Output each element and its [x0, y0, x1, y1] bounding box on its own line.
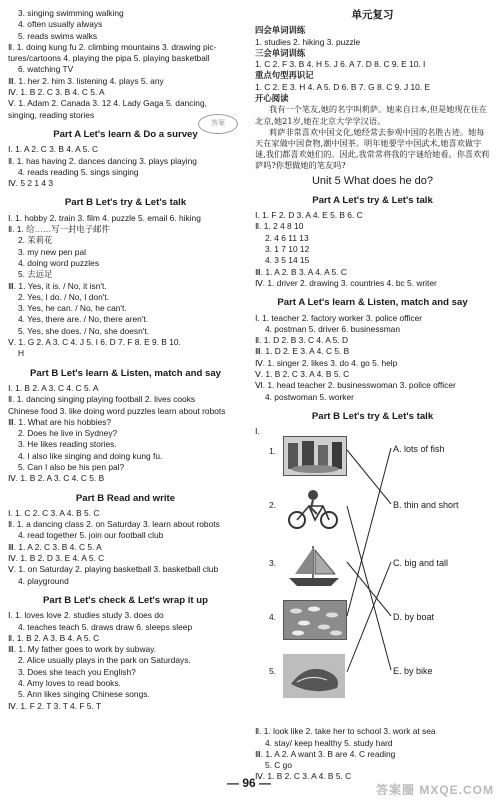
- answer-line: Ⅲ. 1. A 2. C 3. B 4. C 5. A: [8, 541, 102, 552]
- answer-line: 1. studies 2. hiking 3. puzzle: [255, 36, 361, 47]
- answer-line: 2. Does he live in Sydney?: [18, 428, 118, 439]
- answer-line: 3. Does she teach you English?: [18, 666, 136, 677]
- answer-line: Ⅰ. 1. hobby 2. train 3. film 4. puzzle 5. email 6. hiking: [8, 212, 201, 223]
- match-option: D. by boat: [393, 612, 435, 623]
- stamp-mark: 答案: [198, 114, 238, 134]
- section-title: Part A Let's learn & Do a survey: [53, 128, 198, 140]
- answer-line: 4. postman 5. driver 6. businessman: [265, 323, 400, 334]
- answer-line: Ⅲ. 1. her 2. him 3. listening 4. plays 5. any: [8, 75, 164, 86]
- section-body: [8, 213, 243, 360]
- section-body: [8, 508, 243, 587]
- answer-line: Ⅰ. 1. A 2. C 3. B 4. A 5. C: [8, 144, 98, 155]
- section-title: Part B Read and write: [75, 492, 176, 504]
- match-option: B. thin and short: [393, 500, 459, 511]
- section-body: [8, 610, 243, 712]
- section-body: [8, 144, 243, 189]
- answer-line: 3. singing swimming walking: [18, 8, 124, 18]
- answer-line: Ⅰ. 1. loves love 2. studies study 3. does do: [8, 610, 164, 621]
- answer-line: 4. Amy loves to read books.: [18, 678, 121, 689]
- answer-line: 4. often usually always: [18, 19, 103, 30]
- answer-line: Ⅴ. 1. B 2. C 3. A 4. B 5. C: [255, 369, 350, 380]
- answer-line: Ⅴ. 1. on Saturday 2. playing basketball 3. basketball club: [8, 564, 219, 575]
- answer-line: Ⅱ. 1. a dancing class 2. on Saturday 3. learn about robots: [8, 519, 220, 530]
- reading-paragraph: 莉萨非常喜欢中国文化,她经常去参观中国的名胜古迹。她每天在家做中国食物,潮中国茶。明年她要学中国武术,她喜欢做字谜,我们都喜欢她们的。因此,我常常将我的字谜给她看。你喜欢莉萨吗?你想做她的笔友吗?: [255, 126, 490, 171]
- answer-line: Ⅰ. 1. F 2. D 3. A 4. E 5. B 6. C: [255, 210, 363, 221]
- answer-line: 5. reads swims walks: [18, 30, 98, 41]
- section-title: Part B Let's try & Let's talk: [311, 410, 434, 422]
- answer-line: 2. 4 6 11 13: [265, 232, 309, 243]
- answer-line: 3. 1 7 10 12: [265, 244, 310, 255]
- answer-line: H: [18, 348, 25, 359]
- answer-line: 2. Alice usually plays in the park on Saturdays.: [18, 655, 191, 666]
- answer-line: 4. playground: [18, 575, 69, 586]
- reading-paragraph: 我有一个笔友,她的名字叫莉萨。她来自日本,但是她现在住在北京,她21岁,她在北京大学学汉语。: [255, 104, 488, 126]
- answer-line: 3. my new pen pal: [18, 246, 86, 257]
- answer-line: Ⅱ. 1. doing kung fu 2. climbing mountains 3. drawing pic-: [8, 41, 217, 52]
- answer-line: Ⅰ. 1. B 2. A 3. C 4. C 5. A: [8, 382, 99, 393]
- answer-line: 4. Yes, there are. / No, there aren't.: [18, 314, 149, 325]
- match-option: E. by bike: [393, 666, 433, 677]
- match-line: [347, 562, 391, 672]
- answer-line: 2. 茉莉花: [18, 235, 53, 246]
- section-title: Part B Let's learn & Listen, match and say: [29, 367, 222, 379]
- answer-line: Ⅴ. 1. Adam 2. Canada 3. 12 4. Lady Gaga 5. dancing,: [8, 98, 207, 109]
- answer-line: Ⅲ. 1. Yes, it is. / No, it isn't.: [8, 280, 107, 291]
- item-number: 1.: [269, 446, 276, 457]
- answer-line: Ⅳ. 1. B 2. C 3. A 4. B 5. C: [255, 771, 352, 782]
- answer-line: 5. 去远足: [18, 269, 53, 280]
- item-number: 2.: [269, 500, 276, 511]
- answer-line: Ⅳ. 1. B 2. D 3. E 4. A 5. C: [8, 553, 105, 564]
- answer-line: 4. doing word puzzles: [18, 257, 100, 268]
- answer-line: 5. Can I also be his pen pal?: [18, 461, 125, 472]
- answer-line: Ⅳ. 1. singer 2. likes 3. do 4. go 5. help: [255, 357, 398, 368]
- answer-line: Ⅲ. 1. My father goes to work by subway.: [8, 644, 157, 655]
- answer-line: Ⅱ. 1. 2 4 8 10: [255, 221, 304, 232]
- matching-lines: [255, 426, 490, 726]
- section-title: Part A Let's try & Let's talk: [312, 194, 433, 206]
- page-number: — 96 —: [226, 776, 271, 790]
- section-title: Part B Let's check & Let's wrap it up: [42, 594, 209, 606]
- answer-line: 5. C go: [265, 760, 293, 771]
- answer-line: Ⅵ. 1. head teacher 2. businesswoman 3. police officer: [255, 380, 456, 391]
- match-line: [347, 450, 391, 504]
- answer-line: 3. He likes reading stories.: [18, 439, 117, 450]
- answer-line: 4. I also like singing and doing kung fu.: [18, 450, 163, 461]
- match-option: A. lots of fish: [393, 444, 445, 455]
- watermark: 答案圈 MXQE.COM: [375, 783, 494, 797]
- answer-line: tures/cartoons 4. playing the pipa 5. playing basketball: [8, 53, 210, 64]
- answer-line: Ⅳ. 1. B 2. A 3. C 4. C 5. B: [8, 473, 105, 484]
- exercise-label: Ⅰ.: [255, 426, 260, 437]
- answer-line: Ⅲ. 1. What are his hobbies?: [8, 416, 112, 427]
- section-body: [8, 383, 243, 485]
- answer-line: Ⅱ. 1. look like 2. take her to school 3. work at sea: [255, 726, 436, 737]
- answer-line: 4. 3 5 14 15: [265, 255, 310, 266]
- answer-line: Ⅲ. 1. A 2. A want 3. B are 4. C reading: [255, 748, 396, 759]
- block1: [8, 8, 243, 121]
- answer-line: 6. watching TV: [18, 64, 74, 75]
- section-body: [255, 313, 490, 403]
- answer-line: 2. Yes, I do. / No, I don't.: [18, 291, 109, 302]
- answer-line: Ⅱ. 1. B 2. A 3. B 4. A 5. C: [8, 632, 100, 643]
- review-title: 单元复习: [351, 9, 394, 21]
- section-body: [255, 210, 490, 289]
- answer-line: 5. Yes, she does. / No, she doesn't.: [18, 325, 150, 336]
- answer-line: Ⅰ. 1. C 2. C 3. A 4. B 5. C: [8, 507, 100, 518]
- answer-line: Ⅰ. 1. teacher 2. factory worker 3. police officer: [255, 312, 423, 323]
- answer-line: Ⅱ. 1. has having 2. dances dancing 3. plays playing: [8, 155, 197, 166]
- section-title: Part B Let's try & Let's talk: [64, 197, 187, 209]
- item-number: 4.: [269, 612, 276, 623]
- left-column: [8, 8, 243, 712]
- answer-line: 1. C 2. F 3. B 4. H 5. J 6. A 7. D 8. C 9. E 10. I: [255, 59, 426, 70]
- answer-line: singing, reading stories: [8, 109, 95, 120]
- answer-line: Ⅱ. 1. 给……写一封电子邮件: [8, 224, 110, 235]
- answer-line: Ⅲ. 1. A 2. B 3. A 4. A 5. C: [255, 266, 347, 277]
- answer-line: Ⅳ. 1. driver 2. drawing 3. countries 4. bc 5. writer: [255, 277, 437, 288]
- item-number: 3.: [269, 558, 276, 569]
- answer-line: 4. reads reading 5. sings singing: [18, 166, 139, 177]
- unit-title: Unit 5 What does he do?: [311, 174, 434, 187]
- answer-line: Ⅳ. 5 2 1 4 3: [8, 178, 53, 189]
- subsection-heading: 重点句型再识记: [255, 70, 314, 81]
- answer-line: 3. Yes, he can. / No, he can't.: [18, 303, 127, 314]
- answer-line: Chinese food 3. like doing word puzzles learn about robots: [8, 405, 226, 416]
- section-title: Part A Let's learn & Listen, match and say: [277, 297, 468, 309]
- answer-line: 4. stay/ keep healthy 5. study hard: [265, 737, 393, 748]
- subsection-heading: 四会单词训练: [255, 25, 306, 36]
- item-number: 5.: [269, 666, 276, 677]
- answer-line: 4. read together 5. join our football club: [18, 530, 164, 541]
- answer-line: Ⅱ. 1. dancing singing playing football 2. lives cooks: [8, 394, 196, 405]
- answer-line: Ⅴ. 1. G 2. A 3. C 4. J 5. I 6. D 7. F 8. E 9. B 10.: [8, 337, 181, 348]
- answer-line: 4. teaches teach 5. draws draw 6. sleeps sleep: [18, 621, 193, 632]
- matching-exercise: [255, 426, 490, 726]
- answer-line: 1. C 2. E 3. H 4. A 5. D 6. B 7. G 8. C 9. J 10. E: [255, 81, 431, 92]
- subsection-heading: 开心阅读: [255, 93, 289, 104]
- match-option: C. big and tall: [393, 558, 449, 569]
- answer-line: Ⅳ. 1. F 2. T 3. T 4. F 5. T: [8, 700, 102, 711]
- answer-line: Ⅱ. 1. D 2. B 3. C 4. A 5. D: [255, 335, 349, 346]
- section-body: [255, 726, 490, 782]
- answer-line: Ⅲ. 1. D 2. E 3. A 4. C 5. B: [255, 346, 350, 357]
- answer-line: 5. Ann likes singing Chinese songs.: [18, 689, 150, 700]
- answer-line: Ⅳ. 1. B 2. C 3. B 4. C 5. A: [8, 87, 105, 98]
- right-column: [255, 8, 490, 783]
- answer-line: 4. postwoman 5. worker: [265, 391, 354, 402]
- subsection-heading: 三会单词训练: [255, 47, 306, 58]
